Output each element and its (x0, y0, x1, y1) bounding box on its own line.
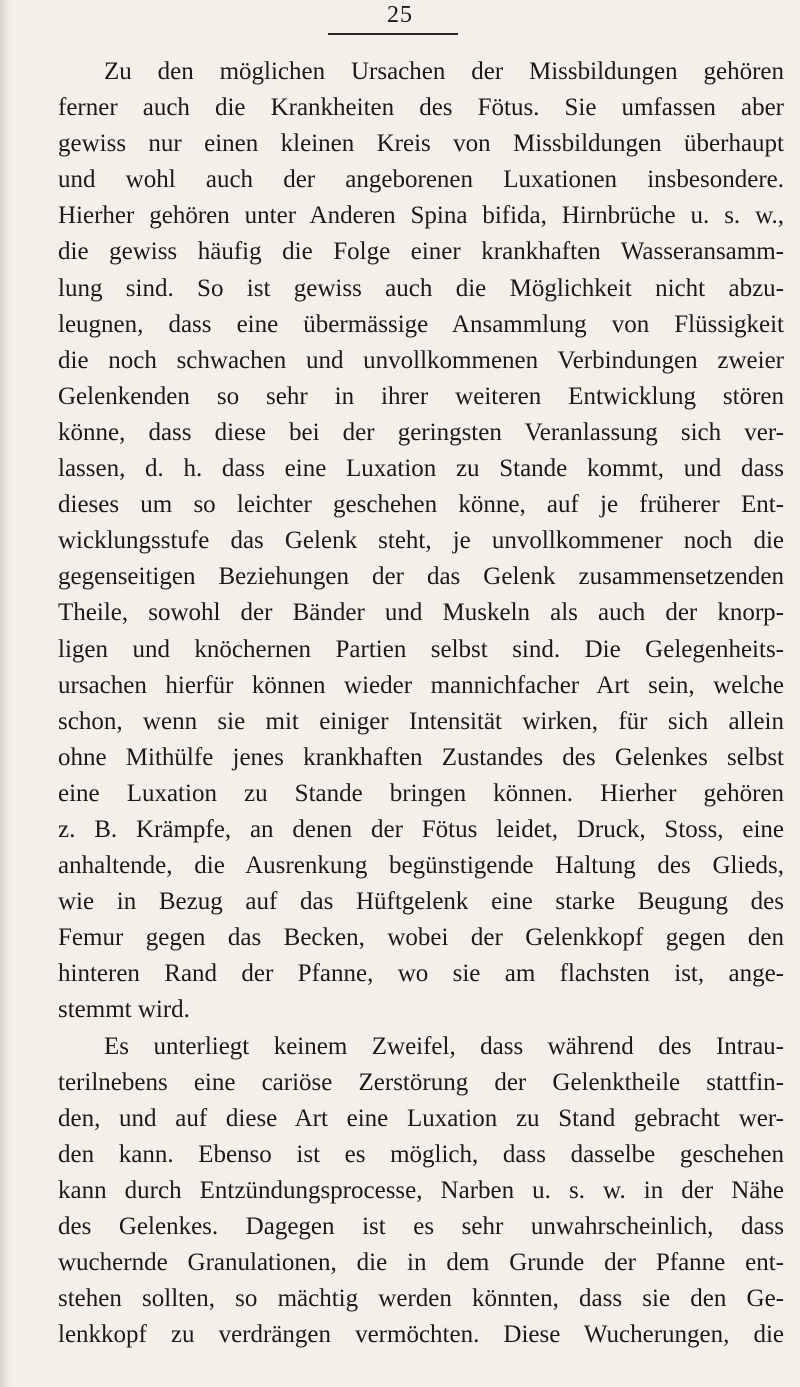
text-line: leugnen, dass eine übermässige Ansammlung von Flüssigkeit (58, 310, 784, 338)
text-line: könne, dass diese bei der geringsten Veranlassung sich ver- (58, 418, 784, 446)
body-text (58, 54, 784, 1353)
page-gutter-shadow (0, 0, 10, 1387)
text-line: den kann. Ebenso ist es möglich, dass dasselbe geschehen (58, 1140, 784, 1168)
text-line: ferner auch die Krankheiten des Fötus. Sie umfassen aber (58, 94, 784, 122)
text-line: kann durch Entzündungsprocesse, Narben u. s. w. in der Nähe (58, 1176, 784, 1204)
text-line: hinteren Rand der Pfanne, wo sie am flachsten ist, ange- (58, 960, 784, 988)
text-line: terilnebens eine cariöse Zerstörung der Gelenktheile stattfin- (58, 1068, 784, 1096)
text-line: Femur gegen das Becken, wobei der Gelenkkopf gegen den (58, 924, 784, 952)
text-line: wie in Bezug auf das Hüftgelenk eine starke Beugung des (58, 888, 784, 916)
text-line: stehen sollten, so mächtig werden könnten, dass sie den Ge- (58, 1285, 784, 1313)
text-line: z. B. Krämpfe, an denen der Fötus leidet, Druck, Stoss, eine (58, 815, 784, 843)
text-line: ursachen hierfür können wieder mannichfacher Art sein, welche (58, 671, 784, 699)
text-line: den, und auf diese Art eine Luxation zu Stand gebracht wer- (58, 1104, 784, 1132)
text-line: ohne Mithülfe jenes krankhaften Zustandes des Gelenkes selbst (58, 743, 784, 771)
text-line: gewiss nur einen kleinen Kreis von Missbildungen überhaupt (58, 130, 784, 158)
text-line: dieses um so leichter geschehen könne, auf je früherer Ent- (58, 491, 784, 519)
text-line: die gewiss häufig die Folge einer krankhaften Wasseransamm- (58, 238, 784, 266)
text-line: und wohl auch der angeborenen Luxationen insbesondere. (58, 166, 784, 194)
text-line: Es unterliegt keinem Zweifel, dass während des Intrau- (104, 1032, 784, 1060)
text-line: Hierher gehören unter Anderen Spina bifida, Hirnbrüche u. s. w., (58, 202, 784, 230)
text-line: wicklungsstufe das Gelenk steht, je unvollkommener noch die (58, 527, 784, 555)
text-line: eine Luxation zu Stande bringen können. Hierher gehören (58, 779, 784, 807)
text-line: lenkkopf zu verdrängen vermöchten. Diese Wucherungen, die (58, 1321, 784, 1349)
text-line: Gelenkenden so sehr in ihrer weiteren Entwicklung stören (58, 382, 784, 410)
text-line: lassen, d. h. dass eine Luxation zu Stande kommt, und dass (58, 455, 784, 483)
text-line: die noch schwachen und unvollkommenen Verbindungen zweier (58, 346, 784, 374)
page-number-rule (328, 33, 458, 35)
text-line: gegenseitigen Beziehungen der das Gelenk zusammensetzenden (58, 563, 784, 591)
text-line: lung sind. So ist gewiss auch die Möglichkeit nicht abzu- (58, 274, 784, 302)
text-line: des Gelenkes. Dagegen ist es sehr unwahrscheinlich, dass (58, 1213, 784, 1240)
text-line: schon, wenn sie mit einiger Intensität wirken, für sich allein (58, 707, 784, 735)
text-line: anhaltende, die Ausrenkung begünstigende Haltung des Glieds, (58, 852, 784, 880)
text-line: Zu den möglichen Ursachen der Missbildungen gehören (104, 58, 784, 85)
page-number: 25 (387, 2, 413, 28)
text-line: wuchernde Granulationen, die in dem Grunde der Pfanne ent- (58, 1249, 784, 1277)
text-line: Theile, sowohl der Bänder und Muskeln als auch der knorp- (58, 599, 784, 627)
text-line: ligen und knöchernen Partien selbst sind. Die Gelegenheits- (58, 635, 784, 663)
text-line: stemmt wird. (58, 996, 190, 1024)
